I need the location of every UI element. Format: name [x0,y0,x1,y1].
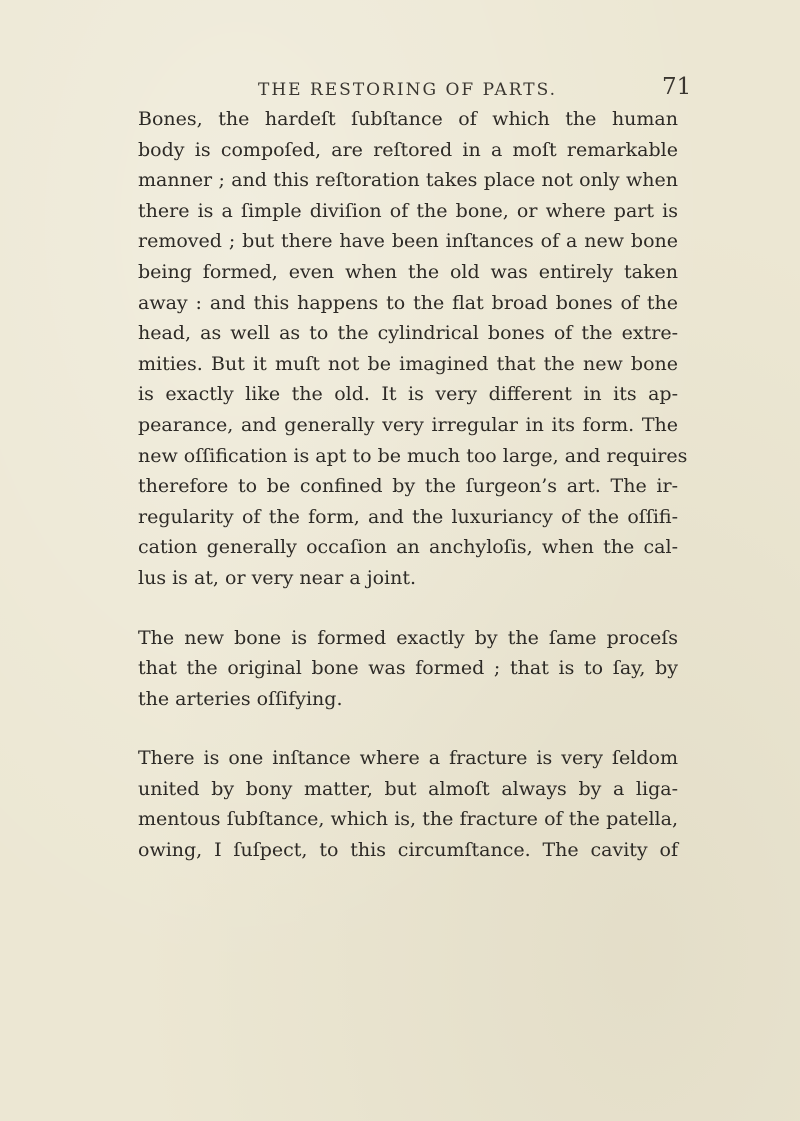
text-line: cation generally occaſion an anchyloſis, when the cal- [138,536,678,559]
text-line: removed ; but there have been inſtances of a new bone [138,230,678,253]
paragraph-new-bone [138,623,678,715]
text-line: body is compoſed, are reſtored in a moſt remarkable [138,138,678,161]
page-number: 71 [662,74,692,100]
text-line: head, as well as to the cylindrical bones of the extre- [138,322,678,345]
text-line: united by bony matter, but almoſt always by a liga- [138,777,678,800]
text-line: regularity of the form, and the luxuriancy of the oſſifi- [138,505,678,528]
running-head: THE RESTORING OF PARTS. [258,80,558,100]
text-line: pearance, and generally very irregular in its form. The [138,413,678,436]
text-line: therefore to be confined by the ſurgeon’s art. The ir- [138,475,678,498]
text-line: away : and this happens to the flat broad bones of the [138,291,678,314]
text-line: lus is at, or very near a joint. [138,566,417,589]
text-line: the arteries oſſifying. [138,687,343,710]
text-line: there is a ſimple diviſion of the bone, or where part is [138,199,678,222]
text-line: owing, I ſuſpect, to this circumſtance. The cavity of [138,839,678,862]
text-line: There is one inſtance where a fracture is very ſeldom [138,747,678,770]
text-line: Bones, the hardeſt ſubſtance of which the human [138,108,678,130]
text-line: that the original bone was formed ; that is to ſay, by [138,657,678,680]
paragraph-gap [138,594,678,623]
body-text [138,104,688,866]
text-line: being formed, even when the old was entirely taken [138,260,678,283]
text-line: mities. But it muſt not be imagined that the new bone [138,352,678,375]
text-line: new oſſification is apt to be much too large, and requires [138,444,688,467]
text-line: manner ; and this reſtoration takes place not only when [138,169,678,192]
paragraph-bones [138,104,688,594]
text-line: The new bone is formed exactly by the ſame proceſs [138,626,678,649]
text-line: is exactly like the old. It is very different in its ap- [138,383,678,406]
paragraph-fracture [138,743,678,865]
text-line: mentous ſubſtance, which is, the fracture of the patella, [138,808,678,831]
paragraph-gap [138,714,678,743]
